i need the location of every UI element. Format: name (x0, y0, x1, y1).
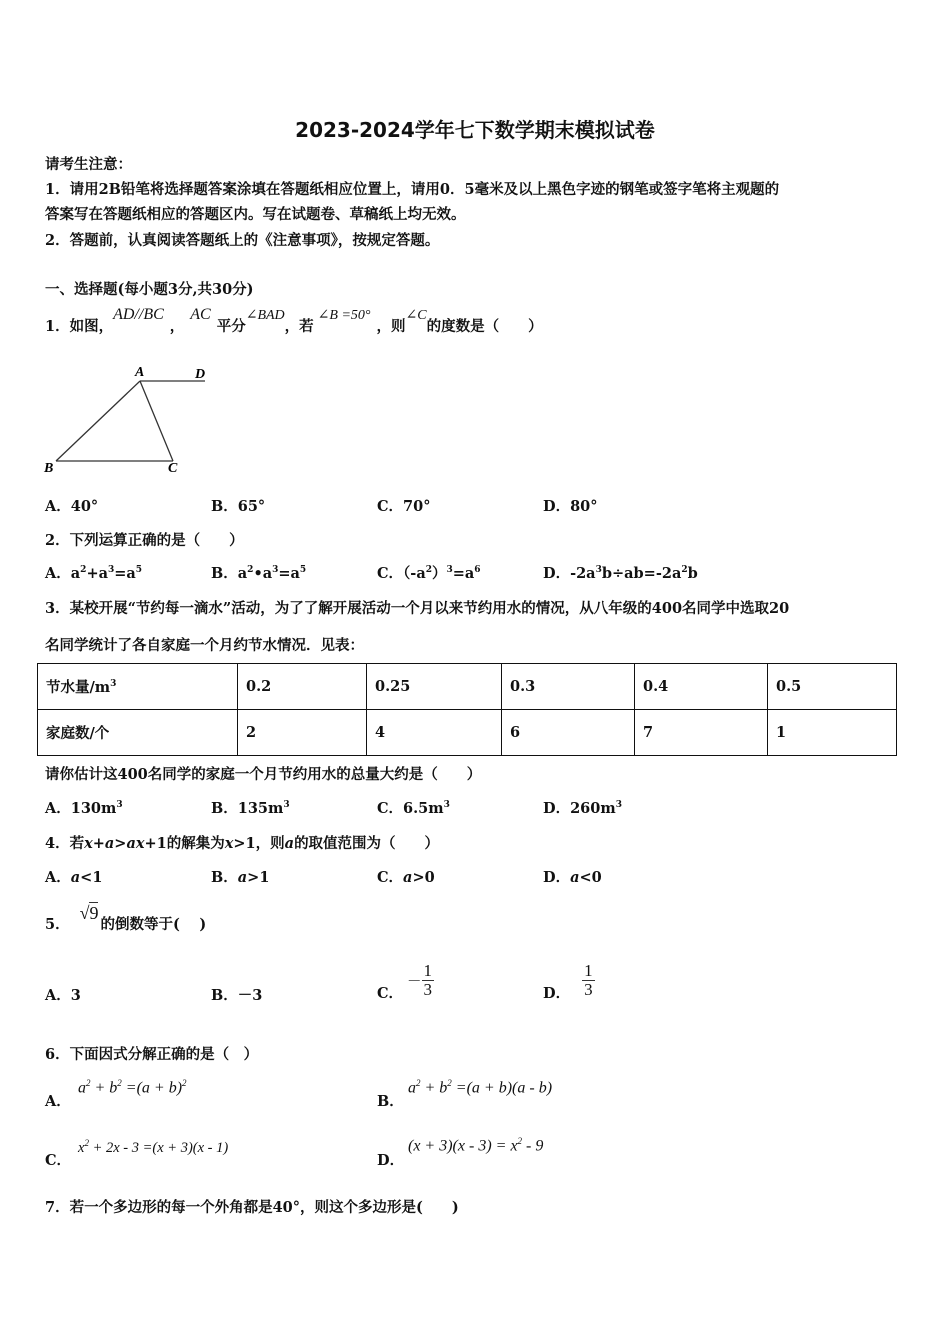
q4-option-a[interactable]: A．a<1 (45, 869, 103, 886)
q4-option-b[interactable]: B．a>1 (211, 869, 270, 886)
q3-option-c[interactable]: C．$6.5m^3$ (377, 800, 450, 817)
page-title: 2023-2024学年七下数学期末模拟试卷 (295, 118, 655, 142)
table-row (38, 664, 897, 710)
q1-option-b[interactable]: B．65° (211, 498, 266, 515)
q5-option-a[interactable]: A．3 (45, 987, 81, 1004)
q6-option-c-label[interactable]: C． (45, 1152, 72, 1169)
question-3-question: 请你估计这400名同学的家庭一个月节约用水的总量大约是（ ） (45, 766, 482, 783)
table-cell: 0.3 (502, 664, 635, 710)
q6-option-a-label[interactable]: A． (45, 1093, 71, 1110)
table-cell: 4 (367, 710, 502, 756)
question-1-stem: 1．如图，AD//BC，AC平分∠BAD，若∠B =50°，则∠C的度数是（ ） (45, 306, 543, 335)
triangle-figure (40, 360, 220, 480)
label-d: D (195, 367, 206, 382)
q3-option-d[interactable]: D．$260m^3$ (543, 800, 622, 817)
table-cell: 6 (502, 710, 635, 756)
question-4-stem: 4．若x+a>ax+1的解集为x>1，则a的取值范围为（ ） (45, 835, 440, 852)
q4-option-d[interactable]: D．a<0 (543, 869, 602, 886)
q1-option-a[interactable]: A．40° (45, 498, 99, 515)
notice-line-1a: 1．请用2B铅笔将选择题答案涂填在答题纸相应位置上，请用0．5毫米及以上黑色字迹的钢笔或签字笔将主观题的 (45, 181, 780, 198)
notice-line-1b: 答案写在答题纸相应的答题区内。写在试题卷、草稿纸上均无效。 (45, 206, 466, 223)
q3-option-a[interactable]: A．$130m^3$ (45, 800, 123, 817)
question-3-stem-2: 名同学统计了各自家庭一个月约节水情况．见表： (45, 637, 364, 654)
section-heading: 一、选择题(每小题3分,共30分) (45, 281, 254, 298)
q2-option-b[interactable]: B．$a^2•a^3=a^5$ (211, 565, 307, 582)
question-5-stem: 5．√9的倒数等于( ) (45, 903, 207, 933)
segment-ab (56, 381, 140, 461)
q3-option-b[interactable]: B．$135m^3$ (211, 800, 290, 817)
q5-option-d[interactable]: D． $\frac{1}{3}$ (543, 961, 593, 1002)
notice-heading: 请考生注意： (45, 156, 132, 173)
q6-option-c-expr: $x^2 + 2x - 3 =(x + 3)(x - 1)$ (78, 1138, 229, 1156)
table-cell: 0.2 (238, 664, 367, 710)
table-cell: 2 (238, 710, 367, 756)
table-cell: 0.4 (635, 664, 768, 710)
table-header-cell: 节水量$/m^3$ (38, 664, 238, 710)
table-cell: 1 (768, 710, 897, 756)
fraction-one-third: $\frac{1}{3}$ (423, 961, 433, 999)
fraction-one-third: $\frac{1}{3}$ (584, 961, 593, 999)
q2-option-c[interactable]: C．$(-a^2)^3=a^6$ (377, 565, 481, 582)
notice-line-2: 2．答题前，认真阅读答题纸上的《注意事项》，按规定答题。 (45, 232, 440, 249)
q4-option-c[interactable]: C．a>0 (377, 869, 435, 886)
q2-option-a[interactable]: A．$a^2+a^3=a^5$ (45, 565, 143, 582)
q6-option-a-expr: $a^2 + b^2 =(a + b)^2$ (78, 1078, 187, 1097)
label-a: A (135, 365, 145, 380)
label-b: B (44, 461, 54, 476)
question-6-stem: 6．下面因式分解正确的是（ ） (45, 1046, 259, 1063)
question-2-stem: 2．下列运算正确的是（ ） (45, 532, 244, 549)
sqrt-nine: √9 (79, 903, 99, 923)
q2-option-d[interactable]: D．$-2a^3b\div ab=-2a^2b$ (543, 565, 698, 582)
q1-option-c[interactable]: C．70° (377, 498, 431, 515)
q6-option-d-expr: $(x + 3)(x - 3) = x^2 - 9$ (408, 1136, 544, 1155)
label-c: C (168, 461, 178, 476)
question-3-stem-1: 3．某校开展“节约每一滴水”活动，为了了解开展活动一个月以来节约用水的情况，从八年级的400名同学中选取20 (45, 600, 790, 617)
water-table (37, 663, 897, 756)
table-header-cell: 家庭数/个 (38, 710, 238, 756)
question-7-stem: 7．若一个多边形的每一个外角都是40°，则这个多边形是( ) (45, 1199, 459, 1216)
table-row (38, 710, 897, 756)
q5-option-c[interactable]: C．－ $\frac{1}{3}$ (377, 961, 433, 1002)
q6-option-d-label[interactable]: D． (377, 1152, 405, 1169)
q5-option-b[interactable]: B．－3 (211, 987, 263, 1004)
q6-option-b-expr: $a^2 + b^2 =(a + b)(a - b)$ (408, 1078, 553, 1097)
table-cell: 0.5 (768, 664, 897, 710)
q6-option-b-label[interactable]: B． (377, 1093, 404, 1110)
table-cell: 7 (635, 710, 768, 756)
table-cell: 0.25 (367, 664, 502, 710)
q1-option-d[interactable]: D．80° (543, 498, 598, 515)
segment-ac (140, 381, 173, 461)
